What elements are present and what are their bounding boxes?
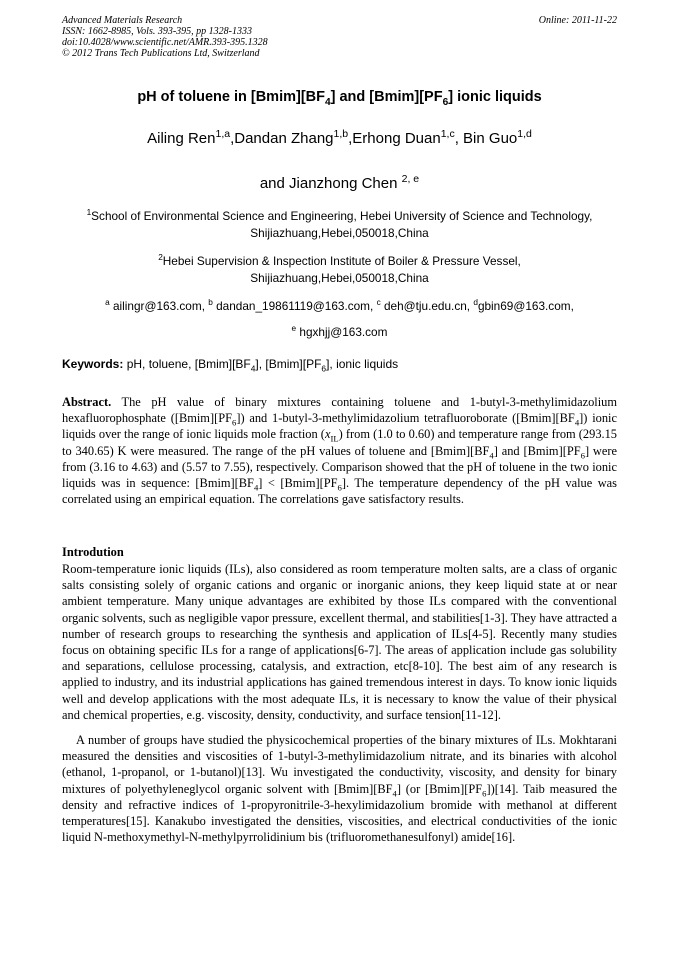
doi-line: doi:10.4028/www.scientific.net/AMR.393-395.1328	[62, 37, 268, 48]
author-emails: $^a$ ailingr@163.com, $^b$ dandan_19861119@163.com, $^c$ deh@tju.edu.cn, $^d$gbin69@163.com, $^e$ hgxhjj@163.com	[105, 298, 574, 339]
abstract: Abstract. The pH value of binary mixtures containing toluene and 1-butyl-3-methylimidazolium hexafluorophosphate $([Bmim][PF_6])$ and 1-butyl-3-methylimidazolium tetrafluoroborate $([Bmim][BF_4])$ ionic liquids over the range of ionic liquids mole fraction $(x_{IL})$ from (1.0 to 0.60) and temperature range from (293.15 to 340.65) K were measured. The range of the pH values of toluene and $[Bmim][BF_4]$ and $[Bmim][PF_6]$ were from (3.16 to 4.63) and (5.57 to 7.55), respectively. Comparison showed that the pH of toluene in the two ionic liquids was in sequence: $[Bmim][BF_4]$ < $[Bmim][PF_6]$. The temperature dependency of the pH value was correlated using an empirical equation. The correlations gave satisfactory results.	[62, 395, 618, 507]
affiliation-2: $^2$Hebei Supervision & Inspection Institute of Boiler & Pressure Vessel, Shijiazhuang,Hebei,050018,China	[158, 253, 521, 285]
abstract-label: Abstract.	[62, 395, 112, 409]
keywords-label: Keywords:	[62, 357, 124, 371]
author-list-line2: and Jianzhong Chen $^{2, e}$	[259, 173, 420, 192]
paper-title: pH of toluene in $[Bmim][BF_4]$ and $[Bmim][PF_6]$ ionic liquids	[137, 89, 542, 108]
affiliation-1: $^1$School of Environmental Science and Engineering, Hebei University of Science and Technology, Shijiazhuang,Hebei,050018,China	[86, 208, 593, 240]
author-list: Ailing Ren$^{1,a}$,Dandan Zhang$^{1,b}$,Erhong Duan$^{1,c}$, Bin Guo$^{1,d}$	[147, 128, 532, 147]
introduction-heading: Introdution	[62, 545, 124, 559]
copyright-line: © 2012 Trans Tech Publications Ltd, Switzerland	[62, 48, 260, 59]
journal-header	[62, 15, 617, 59]
online-date: Online: 2011-11-22	[538, 15, 617, 26]
keywords: Keywords: pH, toluene, $[Bmim][BF_4]$, $[Bmim][PF_6]$, ionic liquids	[62, 357, 399, 374]
introduction-paragraph-1: Room-temperature ionic liquids (ILs), also considered as room temperature molten salts, are a class of organic salts consisting solely of organic cations and organic or inorganic anions, they keep liquid state at or near ambient temperature. Many unique advantages are exhibited by those ILs compared with the conventional organic solvents, such as negligible vapor pressure, excellent thermal, and stabilities[1-3]. They have attracted a number of research groups to researching the synthesis and application of ILs[4-5]. Recently many studies focus on obtaining specific ILs for a range of applications[6-7]. The areas of application include gas solubility and separations, cellulose processing, catalysis, and extraction, etc[8-10]. The best aim of any research is applied to industry, and its industrial applications has gained tremendous interest in days. To know ionic liquids well and develop applications with the most adequate ILs, it is necessary to know the value of their physical and chemical properties, e.g. viscosity, density, conductivity, and surface tension[11-12].	[62, 562, 617, 722]
journal-name: Advanced Materials Research	[62, 15, 183, 26]
introduction-paragraph-2: A number of groups have studied the physicochemical properties of the binary mixtures of ILs. Mokhtarani measured the densities and viscosities of 1-butyl-3-methylimidazolium nitrate, and its binaries with alcohol (ethanol, 1-propanol, or 1-butanol)[13]. Wu investigated the conductivity, viscosity, and density for binary mixtures of polyethyleneglycol organic solvent with $[Bmim][BF_4]$ (or $[Bmim][PF_6])[14]$. Taib measured the density and refractive indices of 1-propyronitrile-3-hexylimidazolium bromide with methanol at different temperatures[15]. Kanakubo investigated the densities, viscosities, and electrical conductivities of the ionic liquid N-methoxymethyl-N-methylpyrrolidinium bis (trifluoromethanesulfonyl) amide[16].	[62, 733, 617, 845]
issn-line: ISSN: 1662-8985, Vols. 393-395, pp 1328-1333	[62, 26, 252, 37]
